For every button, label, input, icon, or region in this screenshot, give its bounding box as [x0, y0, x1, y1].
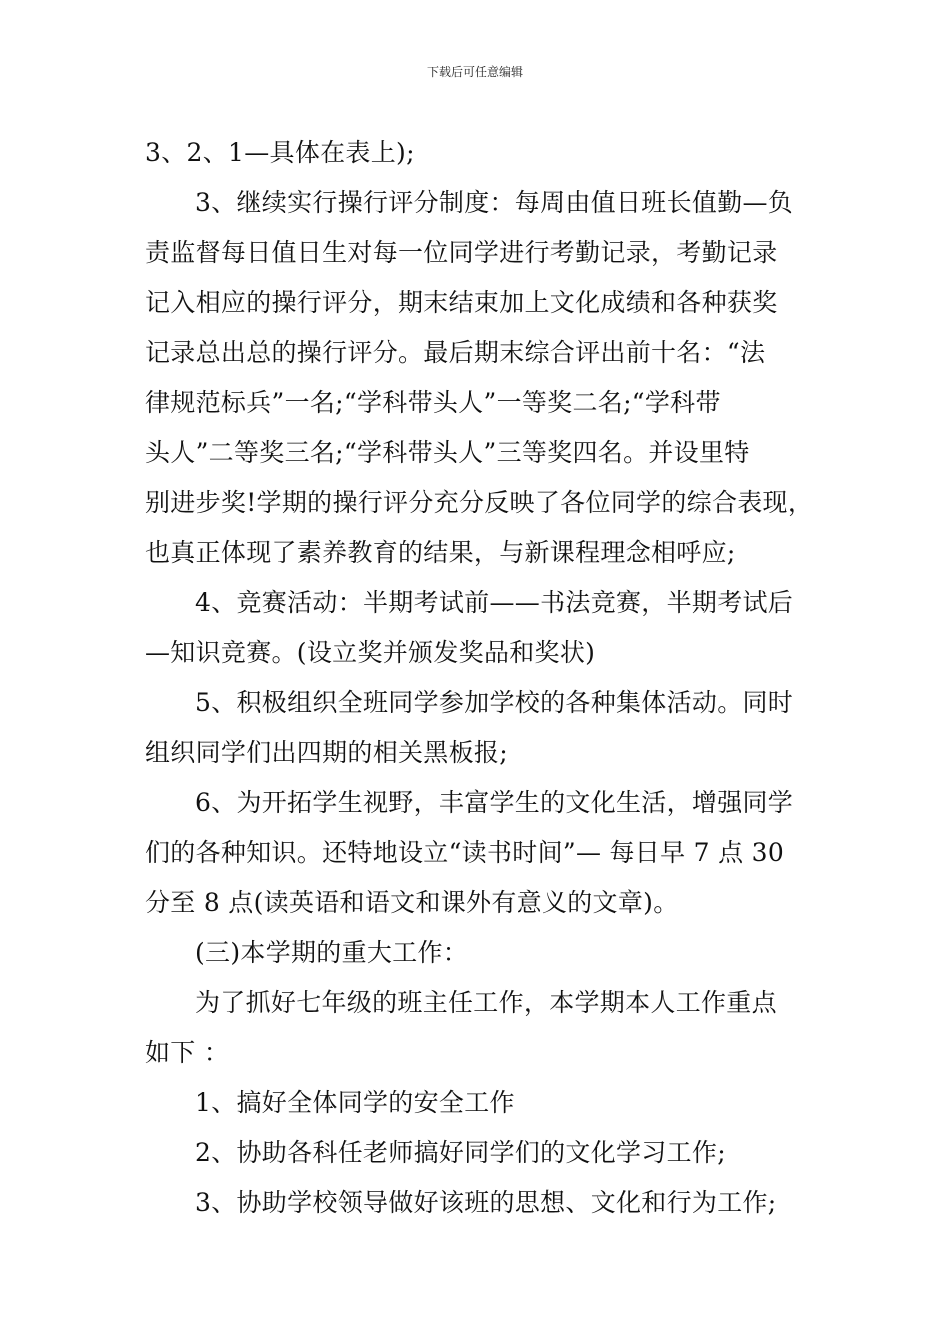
text-line: 如下 ：	[145, 1038, 230, 1067]
list-item: 1、搞好全体同学的安全工作	[195, 1088, 515, 1117]
text-line: 头人”二等奖三名;“学科带头人”三等奖四名。并设里特	[145, 438, 750, 467]
text-line: 4、竞赛活动：半期考试前——书法竞赛，半期考试后	[195, 588, 794, 617]
text-line: 记入相应的操行评分，期末结束加上文化成绩和各种获奖	[145, 288, 778, 317]
text-line: 别进步奖!学期的操行评分充分反映了各位同学的综合表现，	[145, 488, 814, 517]
text-line: —知识竞赛。(设立奖并颁发奖品和奖状)	[145, 638, 596, 667]
text-line: 3、继续实行操行评分制度：每周由值日班长值勤—负	[195, 188, 794, 217]
text-line: 也真正体现了素养教育的结果，与新课程理念相呼应;	[145, 538, 736, 567]
text-line: 律规范标兵”一名;“学科带头人”一等奖二名;“学科带	[145, 388, 721, 417]
page-header: 下载后可任意编辑	[426, 65, 523, 79]
text-line: 记录总出总的操行评分。最后期末综合评出前十名：“法	[145, 338, 766, 367]
text-line: 分至 8 点(读英语和语文和课外有意义的文章)。	[145, 888, 679, 917]
text-line: 为了抓好七年级的班主任工作，本学期本人工作重点	[195, 988, 777, 1017]
text-line: 责监督每日值日生对每一位同学进行考勤记录，考勤记录	[145, 238, 778, 267]
list-item: 3、协助学校领导做好该班的思想、文化和行为工作;	[195, 1188, 777, 1217]
text-line: 5、积极组织全班同学参加学校的各种集体活动。同时	[195, 688, 794, 717]
text-line: 3、2、1—具体在表上);	[145, 138, 415, 167]
text-line: 组织同学们出四期的相关黑板报;	[145, 738, 508, 767]
text-line: 们的各种知识。还特地设立“读书时间”— 每日早 7 点 30	[145, 838, 785, 867]
list-item: 2、协助各科任老师搞好同学们的文化学习工作;	[195, 1138, 726, 1167]
document-body	[145, 128, 835, 1228]
section-heading: (三)本学期的重大工作：	[195, 938, 469, 967]
text-line: 6、为开拓学生视野，丰富学生的文化生活，增强同学	[195, 788, 794, 817]
